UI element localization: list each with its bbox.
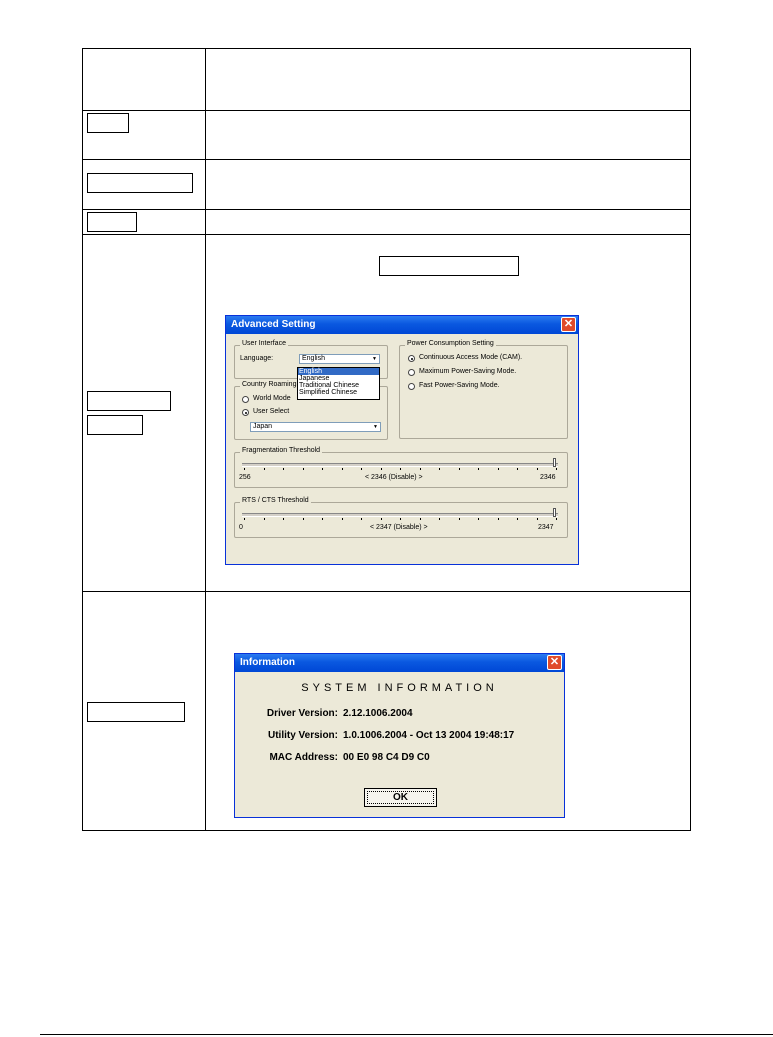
fast-psm-radio[interactable]	[408, 383, 415, 390]
chevron-down-icon: ▼	[372, 356, 377, 362]
slider-tick	[459, 468, 460, 470]
slider-tick	[556, 468, 557, 470]
group-legend: User Interface	[242, 340, 286, 347]
language-select[interactable]	[299, 354, 380, 364]
slider-tick	[244, 468, 245, 470]
column-divider	[205, 49, 206, 830]
cam-label: Continuous Access Mode (CAM).	[419, 354, 523, 361]
slider-tick	[283, 518, 284, 520]
driver-version-label: Driver Version:	[266, 708, 338, 719]
label-box	[87, 212, 137, 232]
label-box	[87, 113, 129, 133]
slider-tick	[537, 468, 538, 470]
language-label: Language:	[240, 355, 274, 362]
slider-tick	[517, 518, 518, 520]
slider-tick	[478, 468, 479, 470]
mac-address-label: MAC Address:	[269, 752, 338, 763]
slider-tick	[420, 518, 421, 520]
row-divider	[83, 591, 690, 592]
slider-tick	[517, 468, 518, 470]
close-button[interactable]	[561, 317, 576, 332]
slider-tick	[342, 468, 343, 470]
slider-tick	[342, 518, 343, 520]
label-box	[87, 415, 143, 435]
slider-tick	[400, 468, 401, 470]
slider-tick	[322, 468, 323, 470]
row-divider	[83, 234, 690, 235]
slider-tick	[439, 468, 440, 470]
slider-max-label: 2346	[540, 474, 556, 481]
user-select-label: User Select	[253, 408, 290, 415]
rts-slider[interactable]	[242, 513, 558, 517]
label-box	[87, 173, 193, 193]
ok-button[interactable]	[364, 788, 437, 807]
close-button[interactable]	[547, 655, 562, 670]
chevron-down-icon: ▼	[373, 424, 378, 430]
information-dialog	[234, 653, 565, 818]
advanced-setting-dialog	[225, 315, 579, 565]
label-box	[87, 702, 185, 722]
slider-tick	[478, 518, 479, 520]
utility-version-value: 1.0.1006.2004 - Oct 13 2004 19:48:17	[343, 730, 515, 741]
mac-address-value: 00 E0 98 C4 D9 C0	[343, 752, 430, 763]
driver-version-value: 2.12.1006.2004	[343, 708, 413, 719]
slider-max-label: 2347	[538, 524, 554, 531]
group-legend: RTS / CTS Threshold	[242, 497, 309, 504]
slider-tick	[361, 518, 362, 520]
ok-label: OK	[367, 791, 434, 804]
page-bottom-rule	[40, 1034, 773, 1035]
power-consumption-group	[399, 340, 568, 439]
slider-tick	[303, 518, 304, 520]
slider-thumb[interactable]	[553, 458, 556, 467]
slider-tick	[420, 468, 421, 470]
system-information-heading: SYSTEM INFORMATION	[301, 682, 498, 694]
group-legend: Country Roaming	[242, 381, 297, 388]
label-box	[379, 256, 519, 276]
slider-tick	[400, 518, 401, 520]
slider-tick	[264, 518, 265, 520]
rts-cts-group	[234, 497, 568, 538]
dropdown-option[interactable]: Simplified Chinese	[299, 389, 357, 396]
slider-min-label: 256	[239, 474, 251, 481]
max-psm-label: Maximum Power-Saving Mode.	[419, 368, 517, 375]
fast-psm-label: Fast Power-Saving Mode.	[419, 382, 500, 389]
dropdown-option[interactable]: Traditional Chinese	[299, 382, 360, 389]
slider-tick	[498, 468, 499, 470]
slider-tick	[498, 518, 499, 520]
row-divider	[83, 159, 690, 160]
dialog-title: Advanced Setting	[226, 316, 578, 334]
row-divider	[83, 209, 690, 210]
fragmentation-group	[234, 447, 568, 488]
user-select-radio[interactable]	[242, 409, 249, 416]
dropdown-option[interactable]: English	[298, 368, 379, 375]
utility-version-label: Utility Version:	[267, 730, 338, 741]
slider-tick	[381, 468, 382, 470]
language-value: English	[302, 355, 325, 362]
label-box	[87, 391, 171, 411]
group-legend: Power Consumption Setting	[407, 340, 494, 347]
slider-tick	[283, 468, 284, 470]
slider-tick	[439, 518, 440, 520]
dialog-title: Information	[235, 654, 564, 672]
slider-min-label: 0	[239, 524, 243, 531]
world-mode-radio[interactable]	[242, 396, 249, 403]
group-legend: Fragmentation Threshold	[242, 447, 321, 454]
slider-tick	[244, 518, 245, 520]
dropdown-option[interactable]: Japanese	[299, 375, 330, 382]
close-icon: ✕	[563, 318, 574, 330]
fragmentation-slider[interactable]	[242, 463, 558, 467]
language-dropdown	[297, 367, 380, 400]
slider-tick	[264, 468, 265, 470]
slider-tick	[381, 518, 382, 520]
close-icon: ✕	[549, 656, 560, 668]
max-psm-radio[interactable]	[408, 369, 415, 376]
slider-tick	[361, 468, 362, 470]
slider-current-label: < 2347 (Disable) >	[370, 524, 428, 531]
slider-tick	[537, 518, 538, 520]
world-mode-label: World Mode	[253, 395, 291, 402]
slider-current-label: < 2346 (Disable) >	[365, 474, 423, 481]
cam-radio[interactable]	[408, 355, 415, 362]
row-divider	[83, 110, 690, 111]
country-select[interactable]	[250, 422, 381, 432]
slider-tick	[459, 518, 460, 520]
slider-tick	[556, 518, 557, 520]
slider-thumb[interactable]	[553, 508, 556, 517]
slider-tick	[322, 518, 323, 520]
country-value: Japan	[253, 423, 273, 430]
slider-tick	[303, 468, 304, 470]
